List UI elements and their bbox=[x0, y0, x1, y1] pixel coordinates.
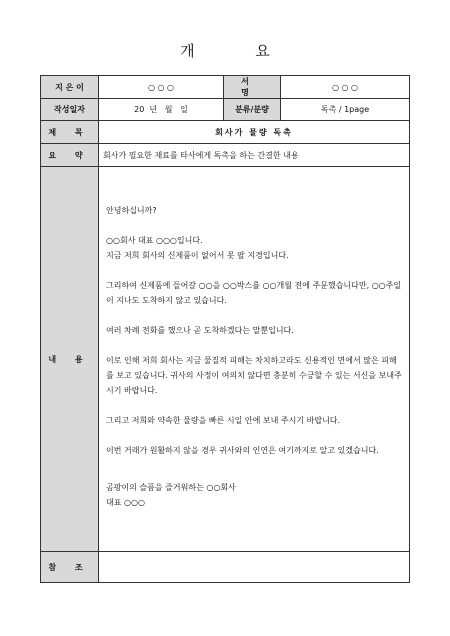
author-label: 지 은 이 bbox=[41, 76, 99, 99]
content-label: 내 용 bbox=[41, 167, 99, 552]
category-label: 분류/분량 bbox=[224, 99, 281, 121]
date-row bbox=[41, 99, 410, 121]
content-body bbox=[99, 167, 410, 552]
closing-line-1: 곰팡이의 슬픔을 즐거워하는 ○○회사 bbox=[106, 483, 236, 492]
date-value: 20 년 월 일 bbox=[99, 99, 224, 121]
content-row bbox=[41, 167, 410, 552]
paragraph-2: 여러 차례 전화를 했으나 곧 도착하겠다는 말뿐입니다. bbox=[106, 326, 294, 335]
greeting-text: 안녕하십니까? bbox=[106, 206, 157, 215]
author-value: ○ ○ ○ bbox=[99, 76, 224, 99]
signature-label: 서 명 bbox=[224, 76, 281, 99]
subject-row bbox=[41, 121, 410, 144]
document-title: 개 요 bbox=[180, 42, 298, 60]
signature-value: ○ ○ ○ bbox=[281, 76, 410, 99]
paragraph-3: 이로 인해 저희 회사는 지금 물질적 피해는 차치하고라도 신용적인 면에서 많은 피해를 보고 있습니다. 귀사의 사정이 여의치 않다면 충분히 수긍할 수 있는 서신을 보내주시기 바랍니다. bbox=[106, 356, 402, 395]
intro-line-1: ○○회사 대표 ○○○입니다. bbox=[106, 236, 203, 245]
reference-value bbox=[99, 552, 410, 583]
summary-value: 회사가 필요한 재료를 타사에게 독촉을 하는 간결한 내용 bbox=[99, 144, 410, 167]
subject-label: 제 목 bbox=[41, 121, 99, 144]
summary-label: 요 약 bbox=[41, 144, 99, 167]
closing-line-2: 대표 ○○○ bbox=[106, 498, 145, 507]
subject-value: 회사가 물량 독촉 bbox=[99, 121, 410, 144]
category-value: 독촉 / 1page bbox=[281, 99, 410, 121]
intro-line-2: 지금 저희 회사의 신제품이 없어서 못 팔 지경입니다. bbox=[106, 251, 289, 260]
reference-row bbox=[41, 552, 410, 583]
paragraph-1: 그리하여 신제품에 들어갈 ○○을 ○○박스를 ○○개월 전에 주문했습니다만, ○○주일이 지나도 도착하지 않고 있습니다. bbox=[106, 281, 402, 305]
paragraph-5: 이번 거래가 원활하지 않을 경우 귀사와의 인연은 여기까지로 알고 있겠습니다. bbox=[106, 446, 379, 455]
author-row bbox=[41, 76, 410, 99]
reference-label: 참 조 bbox=[41, 552, 99, 583]
paragraph-4: 그리고 저희와 약속한 물량을 빠른 시일 안에 보내 주시기 바랍니다. bbox=[106, 416, 341, 425]
overview-form-table bbox=[40, 75, 410, 583]
summary-row bbox=[41, 144, 410, 167]
date-label: 작성일자 bbox=[41, 99, 99, 121]
